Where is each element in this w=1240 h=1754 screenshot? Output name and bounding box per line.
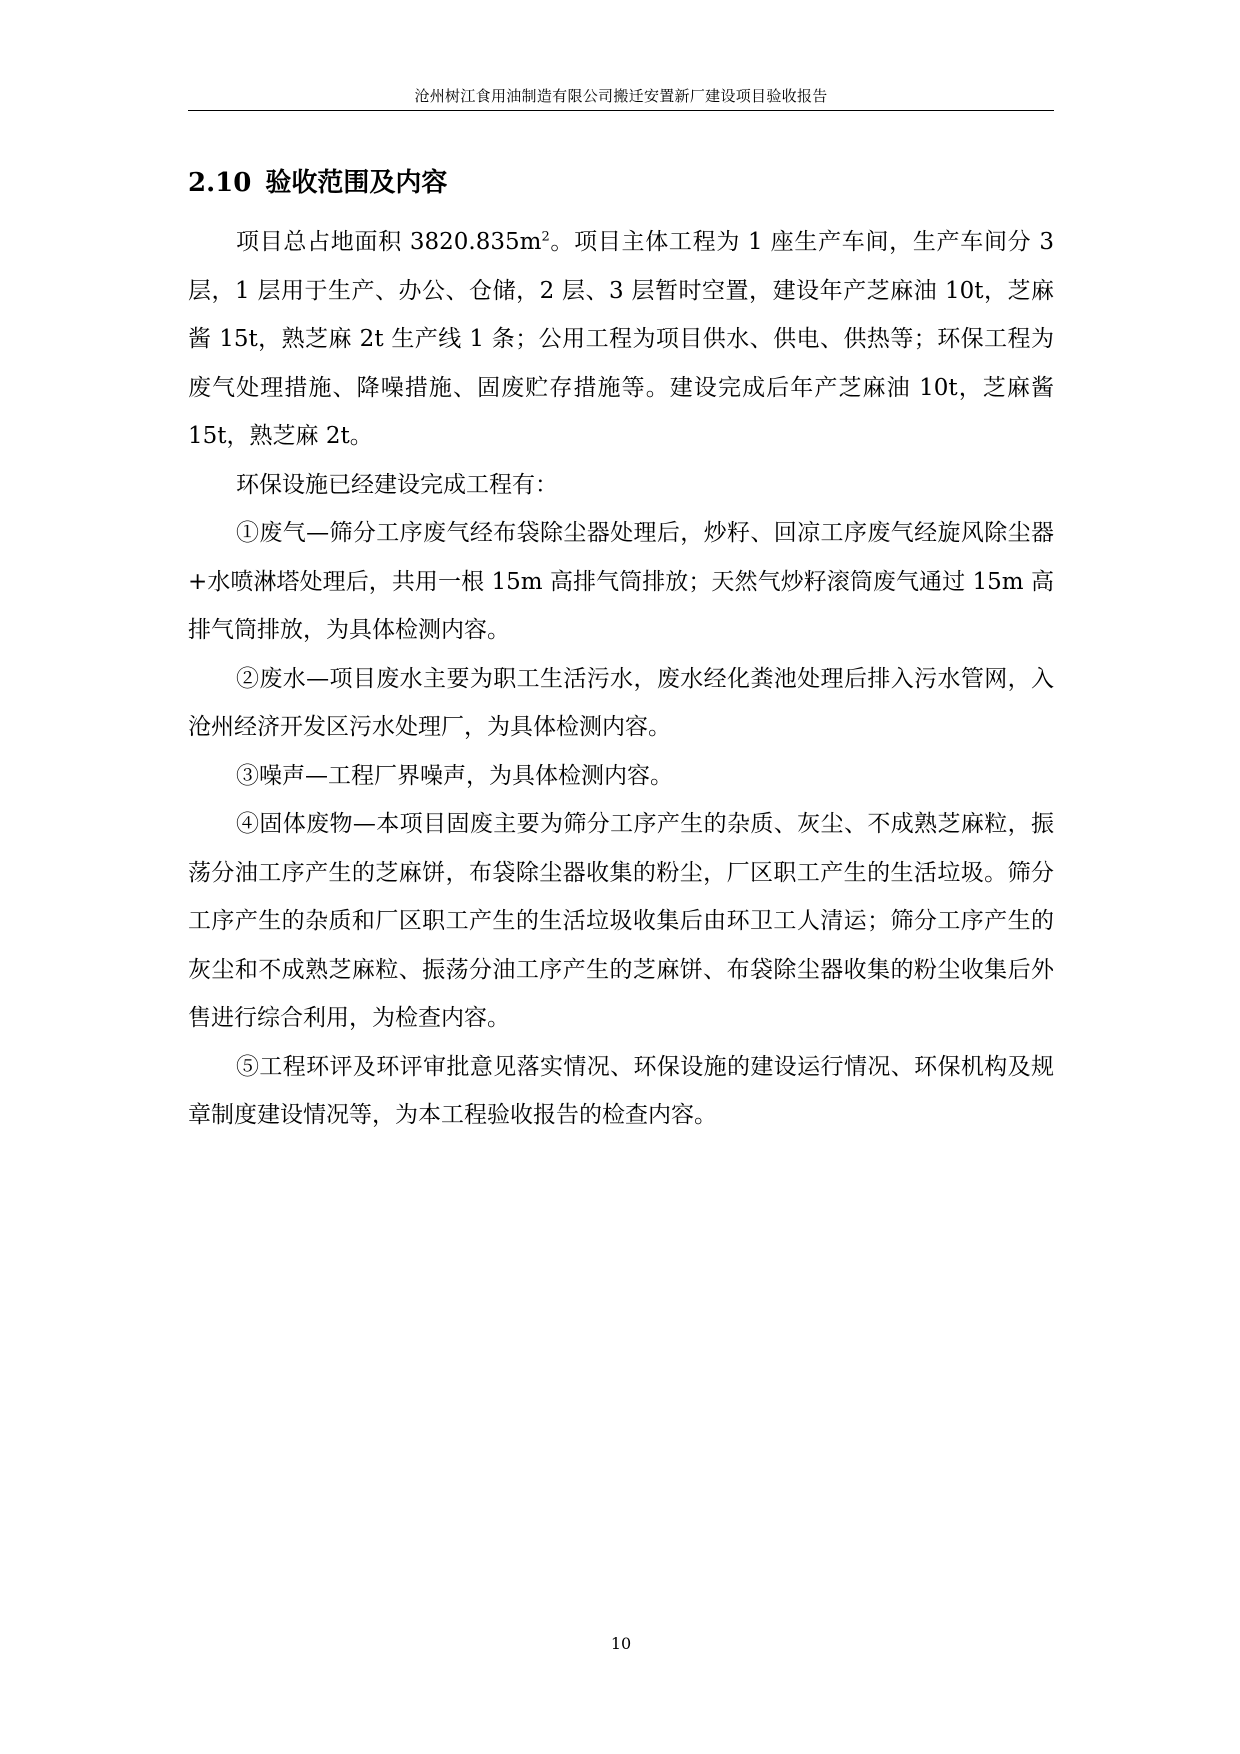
paragraph-project-overview [188, 218, 1054, 461]
page-number: 10 [610, 1634, 632, 1653]
section-number: 2.10 [188, 168, 252, 198]
header-divider [188, 110, 1054, 111]
paragraph-solid-waste: ④固体废物—本项目固废主要为筛分工序产生的杂质、灰尘、不成熟芝麻粒，振荡分油工序产生的芝麻饼，布袋除尘器收集的粉尘，厂区职工产生的生活垃圾。筛分工序产生的杂质和厂区职工产生的生活垃圾收集后由环卫工人清运；筛分工序产生的灰尘和不成熟芝麻粒、振荡分油工序产生的芝麻饼、布袋除尘器收集的粉尘收集后外售进行综合利用，为检查内容。 [188, 811, 1054, 1031]
area-unit-superscript: 2 [541, 229, 550, 245]
paragraph-text: 项目总占地面积 3820.835m [236, 229, 542, 255]
section-heading [188, 163, 1054, 203]
paragraph-facilities-intro: 环保设施已经建设完成工程有： [236, 471, 558, 498]
paragraph-noise: ③噪声—工程厂界噪声，为具体检测内容。 [236, 762, 673, 789]
paragraph-eia-review: ⑤工程环评及环评审批意见落实情况、环保设施的建设运行情况、环保机构及规章制度建设情况等，为本工程验收报告的检查内容。 [188, 1053, 1054, 1128]
body-text [188, 218, 1054, 1140]
paragraph-waste-gas: ①废气—筛分工序废气经布袋除尘器处理后，炒籽、回凉工序废气经旋风除尘器+水喷淋塔处理后，共用一根 15m 高排气筒排放；天然气炒籽滚筒废气通过 15m 高排气筒排放，为具体检测内容。 [188, 520, 1054, 643]
paragraph-waste-water: ②废水—项目废水主要为职工生活污水，废水经化粪池处理后排入污水管网，入沧州经济开发区污水处理厂，为具体检测内容。 [188, 665, 1054, 740]
section-title: 验收范围及内容 [265, 168, 448, 198]
running-header: 沧州树江食用油制造有限公司搬迁安置新厂建设项目验收报告 [414, 87, 828, 105]
paragraph-text: 。项目主体工程为 1 座生产车间，生产车间分 3 层，1 层用于生产、办公、仓储，2 层、3 层暂时空置，建设年产芝麻油 10t，芝麻酱 15t，熟芝麻 2t 生产线 1 条；公用工程为项目供水、供电、供热等；环保工程为废气处理措施、降噪措施、固废贮存措施等。建设完成后年产芝麻油 10t，芝麻酱 15t，熟芝麻 2t。 [188, 229, 1054, 449]
